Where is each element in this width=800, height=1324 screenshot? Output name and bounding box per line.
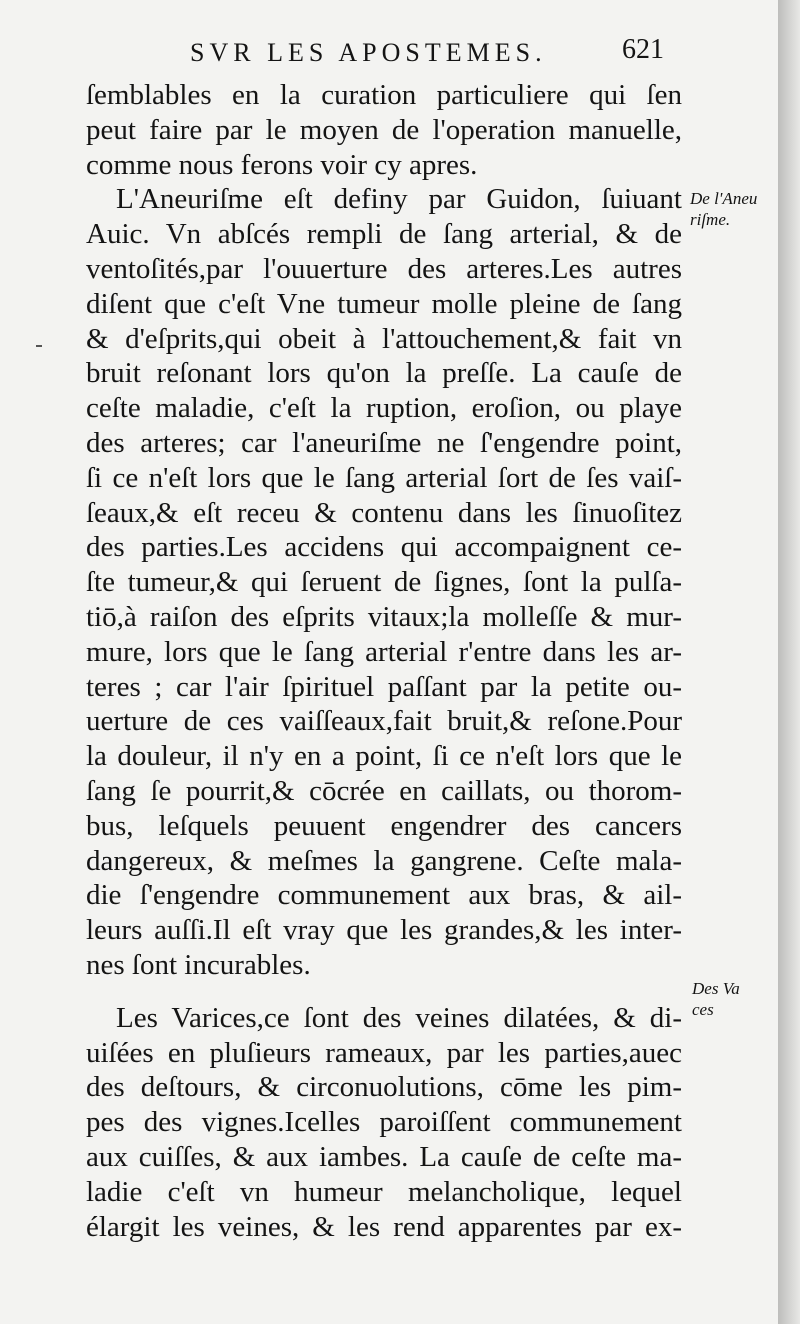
text-line: ſeaux,& eſt receu & contenu dans les ſinuoſitez <box>86 496 682 529</box>
text-line: ceſte maladie, c'eſt la ruption, eroſion, ou playe <box>86 392 682 425</box>
text-line: dangereux, & meſmes la gangrene. Ceſte mala- <box>86 844 682 877</box>
text-line: diſent que c'eſt Vne tumeur molle pleine de ſang <box>86 287 682 320</box>
text-block <box>86 78 682 1244</box>
text-line: & d'eſprits,qui obeit à l'attouchement,& fait vn <box>86 322 682 355</box>
text-line: des parties.Les accidens qui accompaignent ce- <box>86 531 682 564</box>
text-line: ſemblables en la curation particuliere qui ſen <box>86 79 682 111</box>
paragraph-varices <box>86 1001 682 1245</box>
text-line: bruit reſonant lors qu'on la preſſe. La cauſe de <box>86 357 682 390</box>
text-line: ventoſités,par l'ouuerture des arteres.Les autres <box>86 252 682 285</box>
page-edge-shadow <box>778 0 800 1324</box>
text-line: peut faire par le moyen de l'operation manuelle, <box>86 113 682 146</box>
margin-note-line: riſme. <box>690 210 731 229</box>
text-line: uerture de ces vaiſſeaux,fait bruit,& reſone.Pour <box>86 705 682 738</box>
paragraph-aneurisme <box>86 182 682 982</box>
text-line: Auic. Vn abſcés rempli de ſang arterial, & de <box>86 218 682 251</box>
margin-note-line: ces <box>692 1000 714 1019</box>
text-line: nes ſont incurables. <box>86 948 311 981</box>
margin-note-aneurisme <box>690 188 757 230</box>
text-line: comme nous ferons voir cy apres. <box>86 148 478 181</box>
text-line: ſi ce n'eſt lors que le ſang arterial ſort de ſes vaiſ- <box>86 461 682 494</box>
text-line: des arteres; car l'aneuriſme ne ſ'engendre point, <box>86 426 682 459</box>
margin-note-line: De l'Aneu <box>690 189 758 208</box>
text-line: ſang ſe pourrit,& cōcrée en caillats, ou thorom- <box>86 774 682 807</box>
text-line: la douleur, il n'y en a point, ſi ce n'eſt lors que le <box>86 740 682 773</box>
text-line: mure, lors que le ſang arterial r'entre dans les ar- <box>86 635 682 668</box>
text-line: aux cuiſſes, & aux iambes. La cauſe de ceſte ma- <box>86 1140 682 1173</box>
print-speck <box>36 345 42 347</box>
text-line: bus, leſquels peuuent engendrer des cancers <box>86 809 682 842</box>
margin-note-line: Des Va <box>692 979 740 998</box>
paragraph-gap <box>86 983 682 1001</box>
text-line: leurs auſſi.Il eſt vray que les grandes,& les inter- <box>86 914 682 947</box>
text-line: die ſ'engendre communement aux bras, & ail- <box>86 879 682 912</box>
text-line: ſte tumeur,& qui ſeruent de ſignes, ſont la pulſa- <box>86 566 682 599</box>
text-line: des deſtours, & circonuolutions, cōme les pim- <box>86 1071 682 1104</box>
text-line: élargit les veines, & les rend apparentes par ex- <box>86 1210 682 1243</box>
text-line: tiō,à raiſon des eſprits vitaux;la molleſſe & mur- <box>86 600 682 633</box>
running-head: SVR LES APOSTEMES. <box>190 38 547 67</box>
text-line: L'Aneuriſme eſt definy par Guidon, ſuiuant <box>116 183 682 216</box>
text-line: pes des vignes.Icelles paroiſſent communement <box>86 1106 682 1139</box>
paragraph-intro <box>86 78 682 182</box>
text-line: ladie c'eſt vn humeur melancholique, lequel <box>86 1175 682 1208</box>
text-line: Les Varices,ce ſont des veines dilatées, & di- <box>116 1001 682 1034</box>
page-number: 621 <box>622 34 664 65</box>
text-line: teres ; car l'air ſpirituel paſſant par la petite ou- <box>86 670 682 703</box>
margin-note-varices <box>692 978 740 1020</box>
text-line: uiſées en pluſieurs rameaux, par les parties,auec <box>86 1036 682 1069</box>
